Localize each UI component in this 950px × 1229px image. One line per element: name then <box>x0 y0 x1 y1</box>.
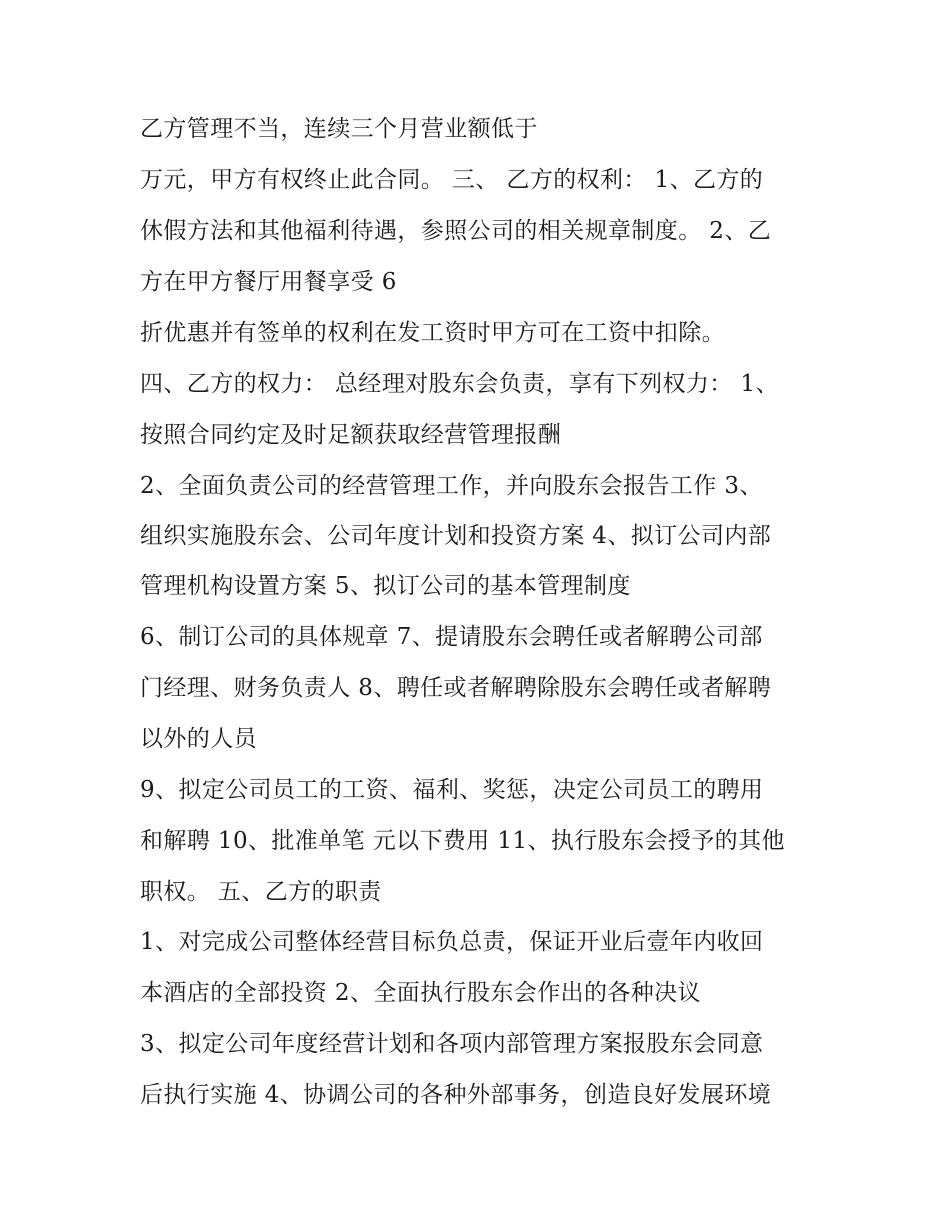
text-line: 门经理、财务负责人 8、聘任或者解聘除股东会聘任或者解聘 <box>140 675 772 701</box>
text-line: 按照合同约定及时足额获取经营管理报酬 <box>140 422 562 448</box>
text-line: 折优惠并有签单的权利在发工资时甲方可在工资中扣除。 <box>140 320 725 346</box>
text-line: 四、乙方的权力： 总经理对股东会负责，享有下列权力： 1、 <box>140 371 779 397</box>
text-line: 方在甲方餐厅用餐享受 6 <box>140 269 397 295</box>
text-line: 2、全面负责公司的经营管理工作，并向股东会报告工作 3、 <box>140 473 763 499</box>
text-line: 6、制订公司的具体规章 7、提请股东会聘任或者解聘公司部 <box>140 624 763 650</box>
text-line: 1、对完成公司整体经营目标负总责，保证开业后壹年内收回 <box>140 929 764 955</box>
text-line: 本酒店的全部投资 2、全面执行股东会作出的各种决议 <box>140 980 701 1006</box>
text-line: 管理机构设置方案 5、拟订公司的基本管理制度 <box>140 573 631 599</box>
text-line: 和解聘 10、批准单笔 元以下费用 11、执行股东会授予的其他 <box>140 828 785 854</box>
text-line: 职权。 五、乙方的职责 <box>140 879 382 905</box>
text-line: 组织实施股东会、公司年度计划和投资方案 4、拟订公司内部 <box>140 523 772 549</box>
text-line: 后执行实施 4、协调公司的各种外部事务，创造良好发展环境 <box>140 1082 772 1108</box>
text-line: 以外的人员 <box>140 726 257 752</box>
text-line: 万元，甲方有权终止此合同。 三、 乙方的权利： 1、乙方的 <box>140 167 764 193</box>
text-line: 乙方管理不当，连续三个月营业额低于 <box>140 116 538 142</box>
text-line: 休假方法和其他福利待遇，参照公司的相关规章制度。 2、乙 <box>140 218 772 244</box>
text-line: 3、拟定公司年度经营计划和各项内部管理方案报股东会同意 <box>140 1031 764 1057</box>
text-line: 9、拟定公司员工的工资、福利、奖惩，决定公司员工的聘用 <box>140 777 764 803</box>
